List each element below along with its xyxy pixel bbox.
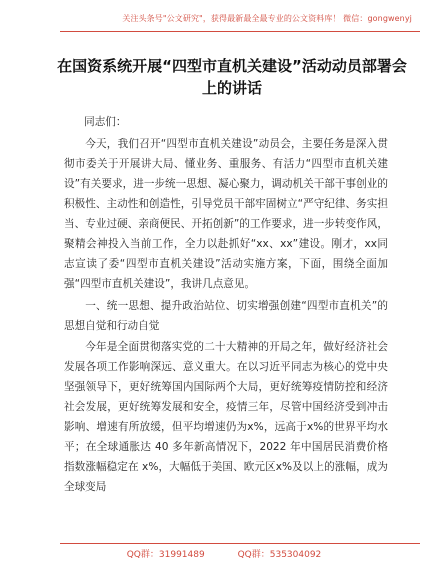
document-body xyxy=(64,112,388,497)
header-divider xyxy=(60,31,420,32)
paragraph: 今天，我们召开“四型市直机关建设”动员会，主要任务是深入贯彻市委关于开展讲大局、懂业务、重服务、有活力“四型市直机关建设”有关要求，进一步统一思想、凝心聚力，调动机关干部干事创业的积极性、主动性和创造性，引导党员干部牢固树立“严守纪律、务实担当、专业过硬、亲商便民、开拓创新”的工作要求，进一步转变作风，聚精会神投入当前工作，全力以赴抓好“xx、xx”建设。刚才，xx同志宣读了委“四型市直机关建设”活动实施方案，下面，围绕全面加强“四型市直机关建设”，我讲几点意见。 xyxy=(64,138,388,290)
paragraph: 今年是全面贯彻落实党的二十大精神的开局之年，做好经济社会发展各项工作影响深远、意义重大。在以习近平同志为核心的党中央坚强领导下，更好统筹国内国际两个大局，更好统筹疫情防控和经济社会发展，更好统筹发展和安全，疫情三年，尽管中国经济受到冲击影响、增速有所放缓，但平均增速仍为x%，远高于x%的世界平均水平；在全球通胀达 40 多年新高情况下，2022 年中国居民消费价格指数涨幅稳定在 x%，大幅低于美国、欧元区x%及以上的涨幅，成为全球变局 xyxy=(64,341,388,493)
footer-qq-group-2: QQ群：535304092 xyxy=(237,550,322,560)
section-heading: 一、统一思想、提升政治站位、切实增强创建“四型市直机关”的思想自觉和行动自觉 xyxy=(64,300,388,332)
footer-divider xyxy=(60,543,420,544)
promo-banner: 关注头条号"公文研究"，获得最新最全最专业的公文资料库！ 微信：gongwenyj xyxy=(122,14,412,23)
page-title: 在国资系统开展“四型市直机关建设”活动动员部署会上的讲话 xyxy=(57,57,407,97)
footer xyxy=(0,547,448,560)
salutation: 同志们： xyxy=(84,116,127,128)
footer-qq-group-1: QQ群：31991489 xyxy=(126,550,205,560)
